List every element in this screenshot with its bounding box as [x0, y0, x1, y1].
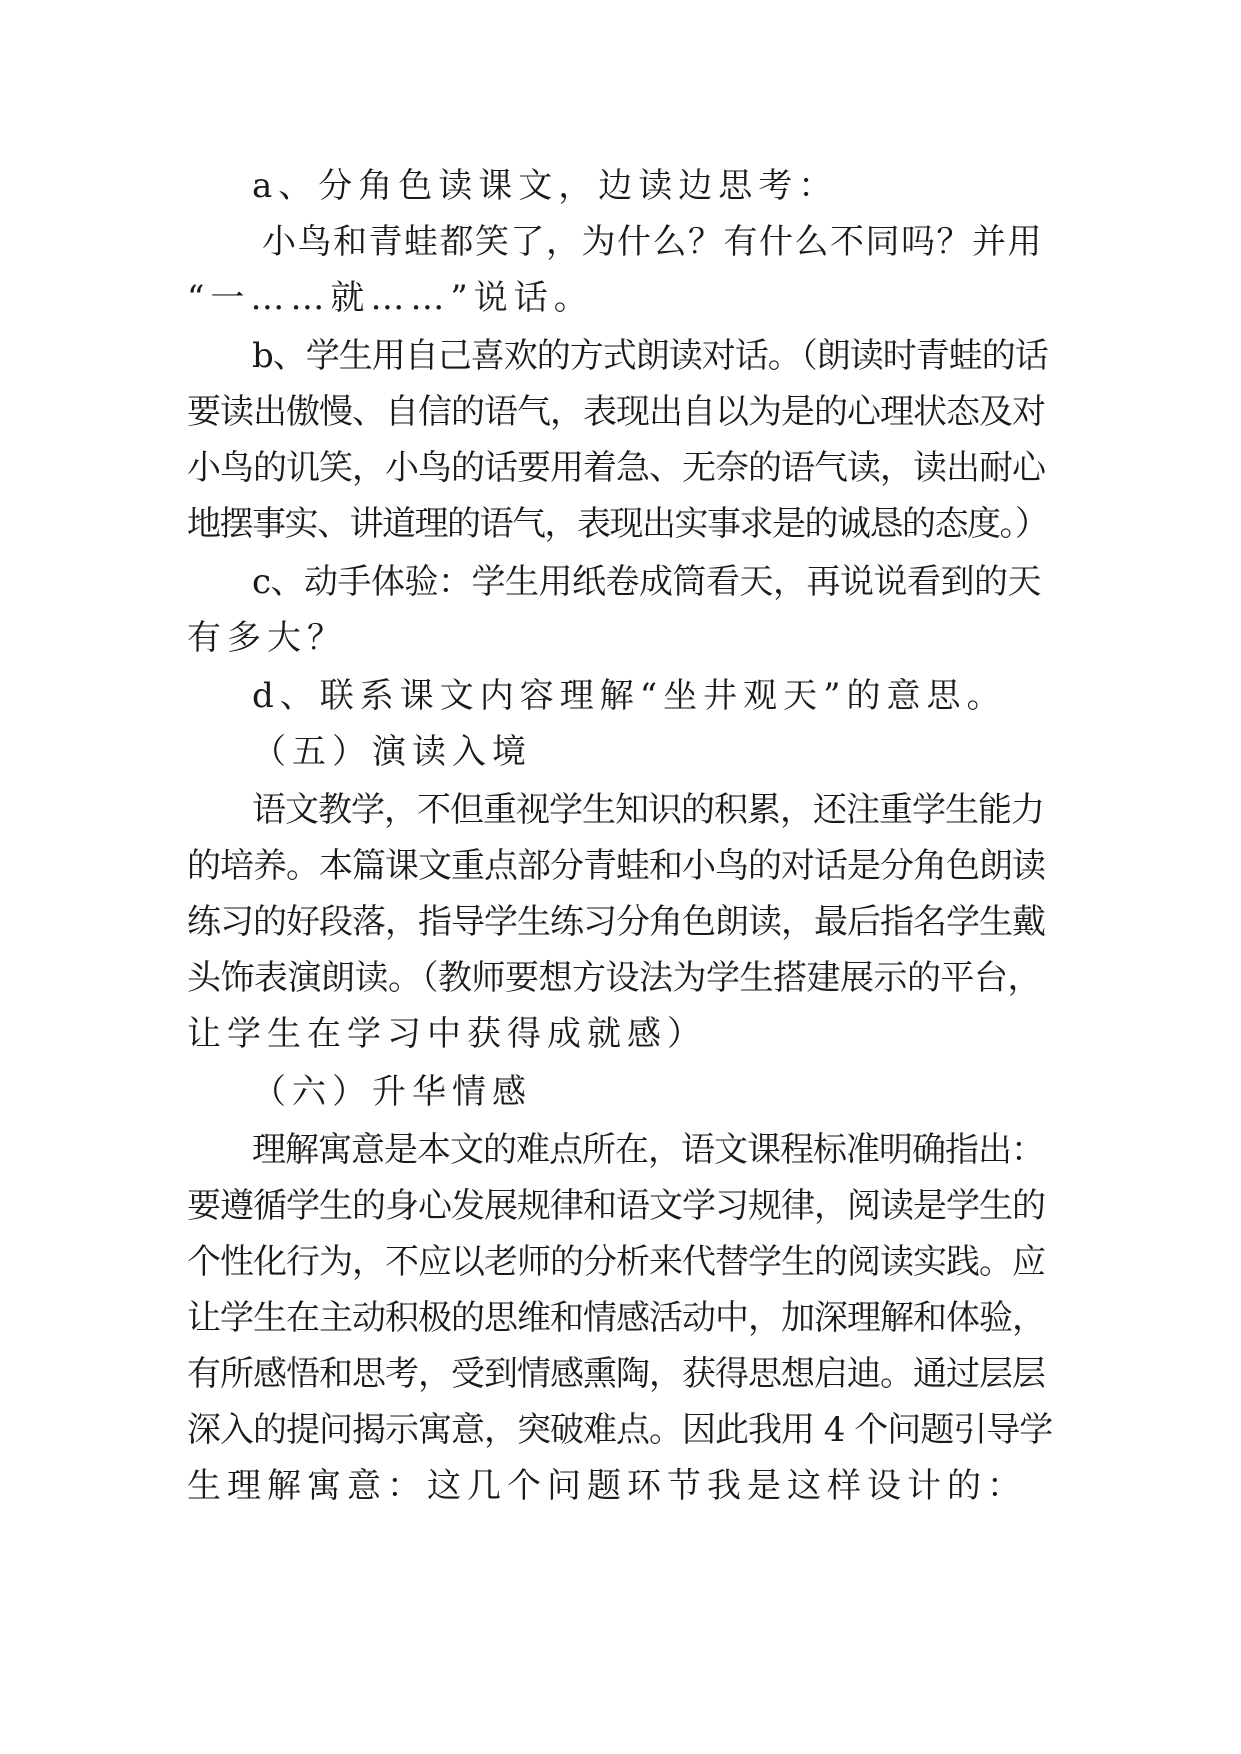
paragraph-a-line-3: “一……就……”说话。 — [187, 278, 594, 318]
section-6-line-6: 深入的提问揭示寓意，突破难点。因此我用 4 个问题引导学 — [187, 1410, 1053, 1450]
section-6-line-7: 生理解寓意：这几个问题环节我是这样设计的： — [187, 1466, 1027, 1506]
paragraph-b-line-2: 要读出傲慢、自信的语气，表现出自以为是的心理状态及对 — [187, 392, 1045, 432]
section-heading-5: （五）演读入境 — [252, 732, 532, 772]
section-5-line-1: 语文教学，不但重视学生知识的积累，还注重学生能力 — [252, 790, 1044, 830]
section-6-line-4: 让学生在主动积极的思维和情感活动中，加深理解和体验， — [187, 1298, 1045, 1338]
paragraph-a-line-2: 小鸟和青蛙都笑了，为什么？有什么不同吗？并用 — [262, 222, 1043, 262]
paragraph-b-line-4: 地摆事实、讲道理的语气，表现出实事求是的诚恳的态度。） — [187, 504, 1048, 544]
section-6-line-1: 理解寓意是本文的难点所在，语文课程标准明确指出： — [252, 1130, 1044, 1170]
paragraph-a-line-1: a、分角色读课文，边读边思考： — [252, 166, 839, 206]
paragraph-b-line-1: b、学生用自己喜欢的方式朗读对话。（朗读时青蛙的话 — [252, 336, 1048, 376]
paragraph-c-line-1: c、动手体验：学生用纸卷成筒看天，再说说看到的天 — [252, 562, 1042, 602]
paragraph-d-line-1: d、联系课文内容理解“坐井观天”的意思。 — [252, 676, 1007, 716]
section-5-line-5: 让学生在学习中获得成就感） — [187, 1014, 707, 1054]
section-6-line-2: 要遵循学生的身心发展规律和语文学习规律，阅读是学生的 — [187, 1186, 1045, 1226]
section-5-line-4: 头饰表演朗读。（教师要想方设法为学生搭建展示的平台， — [187, 958, 1041, 998]
paragraph-b-line-3: 小鸟的讥笑，小鸟的话要用着急、无奈的语气读，读出耐心 — [187, 448, 1045, 488]
section-6-line-5: 有所感悟和思考，受到情感熏陶，获得思想启迪。通过层层 — [187, 1354, 1045, 1394]
section-6-line-3: 个性化行为，不应以老师的分析来代替学生的阅读实践。应 — [187, 1242, 1045, 1282]
section-heading-6: （六）升华情感 — [252, 1072, 532, 1112]
paragraph-c-line-2: 有多大？ — [187, 618, 347, 658]
section-5-line-3: 练习的好段落，指导学生练习分角色朗读，最后指名学生戴 — [187, 902, 1045, 942]
section-5-line-2: 的培养。本篇课文重点部分青蛙和小鸟的对话是分角色朗读 — [187, 846, 1045, 886]
